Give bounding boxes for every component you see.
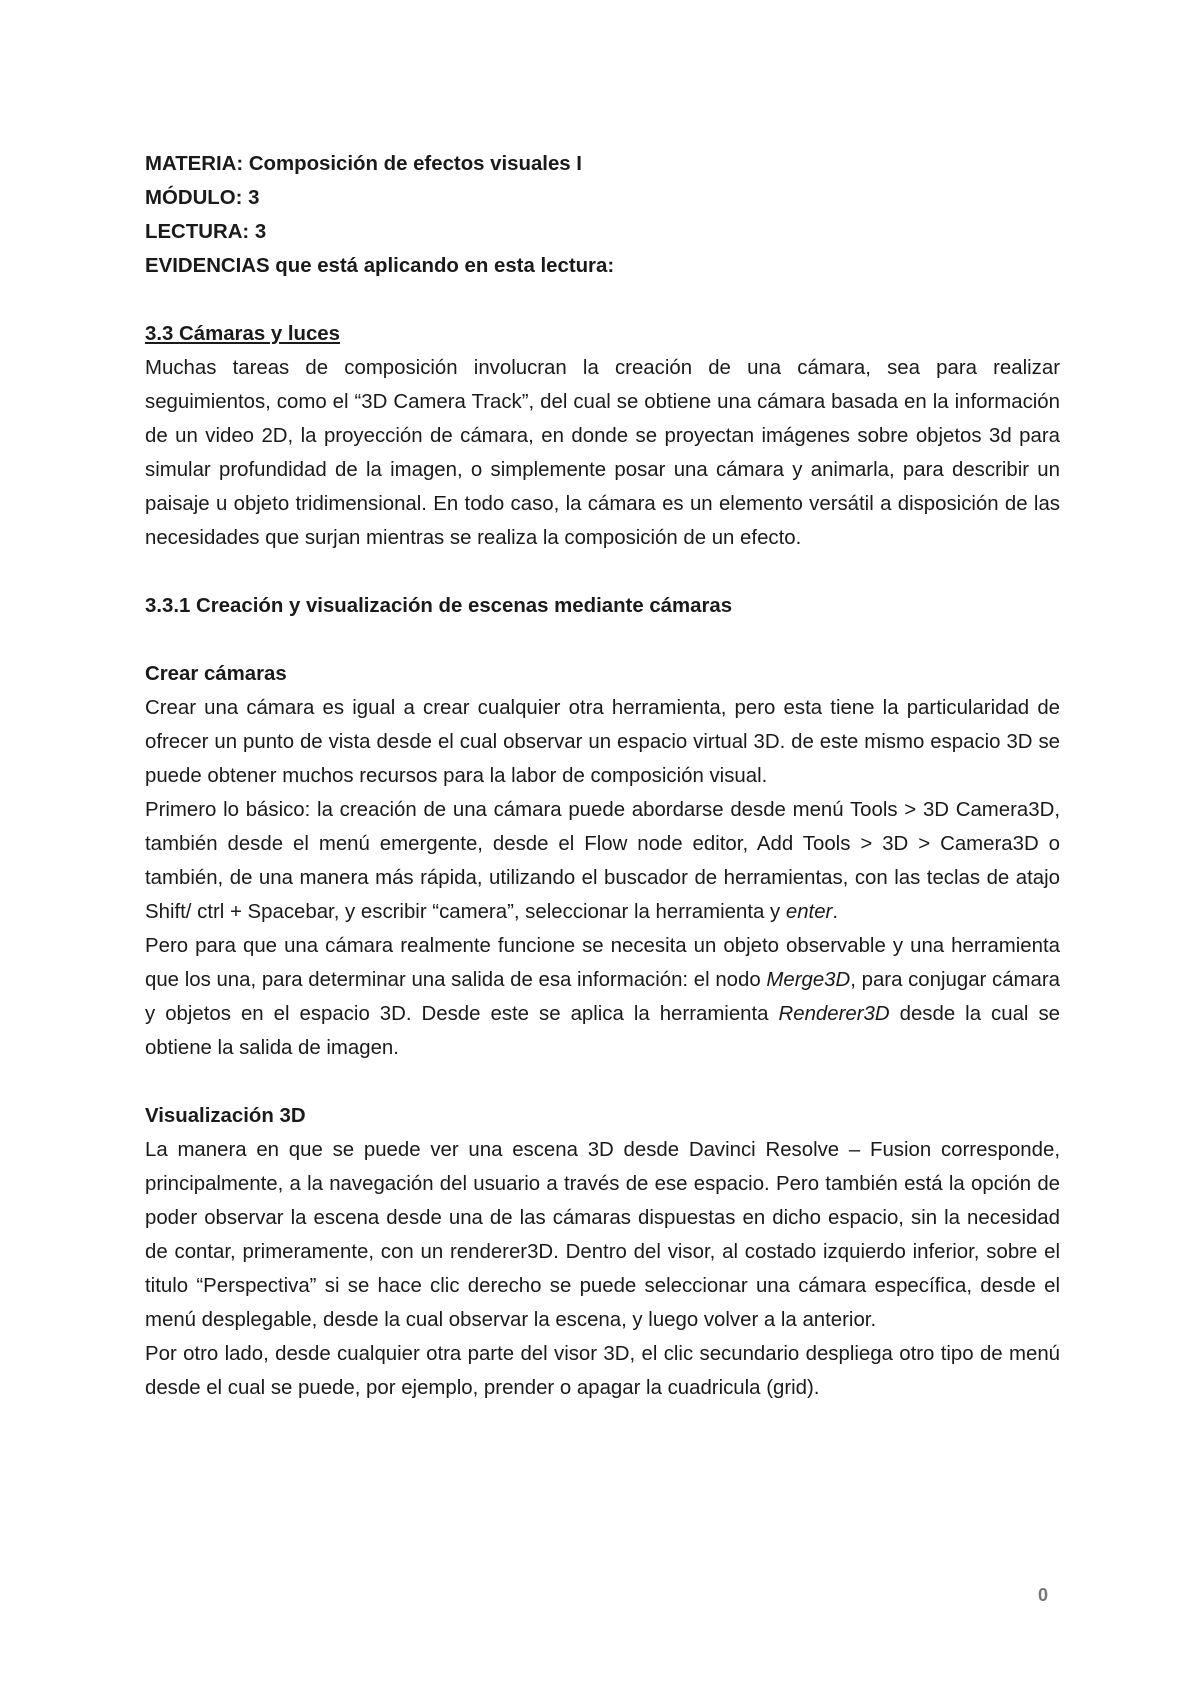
page-number: 0: [1038, 1585, 1049, 1605]
p3-italic-renderer3d: Renderer3D: [778, 1003, 890, 1025]
p2-text: Primero lo básico: la creación de una cámara puede abordarse desde menú Tools > 3D Camera3D, también desde el menú emergente, desde el Flow node editor, Add Tools > 3D > Camera3D o también, de una manera más rápida, utilizando el buscador de herramientas, con las teclas de atajo Shift/ ctrl + Spacebar, y escribir “camera”, seleccionar la herramienta y: [145, 799, 1060, 923]
document-page: [145, 147, 1060, 1405]
evidencias-line: EVIDENCIAS que está aplicando en esta lectura:: [145, 255, 615, 277]
spacer: [145, 1065, 1060, 1099]
spacer: [145, 623, 1060, 657]
crear-camaras-paragraph-1: Crear una cámara es igual a crear cualquier otra herramienta, pero esta tiene la particularidad de ofrecer un punto de vista desde el cual observar un espacio virtual 3D. de este mismo espacio 3D se puede obtener muchos recursos para la labor de composición visual.: [145, 697, 1060, 787]
p3-text-c: desde la cual se obtiene la salida de imagen.: [145, 1003, 1060, 1059]
modulo-line: MÓDULO: 3: [145, 187, 260, 209]
lectura-line: LECTURA: 3: [145, 221, 267, 243]
spacer: [145, 555, 1060, 589]
section-3-3-1-title: 3.3.1 Creación y visualización de escenas mediante cámaras: [145, 595, 733, 617]
section-3-3-title: 3.3 Cámaras y luces: [145, 323, 340, 345]
section-3-3-paragraph: Muchas tareas de composición involucran la creación de una cámara, sea para realizar seguimientos, como el “3D Camera Track”, del cual se obtiene una cámara basada en la información de un video 2D, la proyección de cámara, en donde se proyectan imágenes sobre objetos 3d para simular profundidad de la imagen, o simplemente posar una cámara y animarla, para describir un paisaje u objeto tridimensional. En todo caso, la cámara es un elemento versátil a disposición de las necesidades que surjan mientras se realiza la composición de un efecto.: [145, 357, 1060, 549]
p3-text-a: Pero para que una cámara realmente funcione se necesita un objeto observable y una herramienta que los una, para determinar una salida de esa información: el nodo: [145, 935, 1060, 991]
visualizacion-title: Visualización 3D: [145, 1105, 306, 1127]
p2-italic-enter: enter: [785, 901, 833, 923]
p3-italic-merge3d: Merge3D: [766, 969, 851, 991]
visualizacion-paragraph-2: Por otro lado, desde cualquier otra parte del visor 3D, el clic secundario despliega otro tipo de menú desde el cual se puede, por ejemplo, prender o apagar la cuadricula (grid).: [145, 1343, 1060, 1399]
crear-camaras-paragraph-3: [145, 929, 1060, 1065]
p2-end: .: [832, 901, 839, 923]
crear-camaras-title: Crear cámaras: [145, 663, 287, 685]
visualizacion-paragraph-1: La manera en que se puede ver una escena 3D desde Davinci Resolve – Fusion corresponde, principalmente, a la navegación del usuario a través de ese espacio. Pero también está la opción de poder observar la escena desde una de las cámaras dispuestas en dicho espacio, sin la necesidad de contar, primeramente, con un renderer3D. Dentro del visor, al costado izquierdo inferior, sobre el titulo “Perspectiva” si se hace clic derecho se puede seleccionar una cámara específica, desde el menú desplegable, desde la cual observar la escena, y luego volver a la anterior.: [145, 1139, 1060, 1331]
p3-text-b: , para conjugar cámara y objetos en el espacio 3D. Desde este se aplica la herramienta: [145, 969, 1060, 1025]
crear-camaras-paragraph-2: [145, 793, 1060, 929]
materia-line: MATERIA: Composición de efectos visuales I: [145, 153, 582, 175]
spacer: [145, 283, 1060, 317]
